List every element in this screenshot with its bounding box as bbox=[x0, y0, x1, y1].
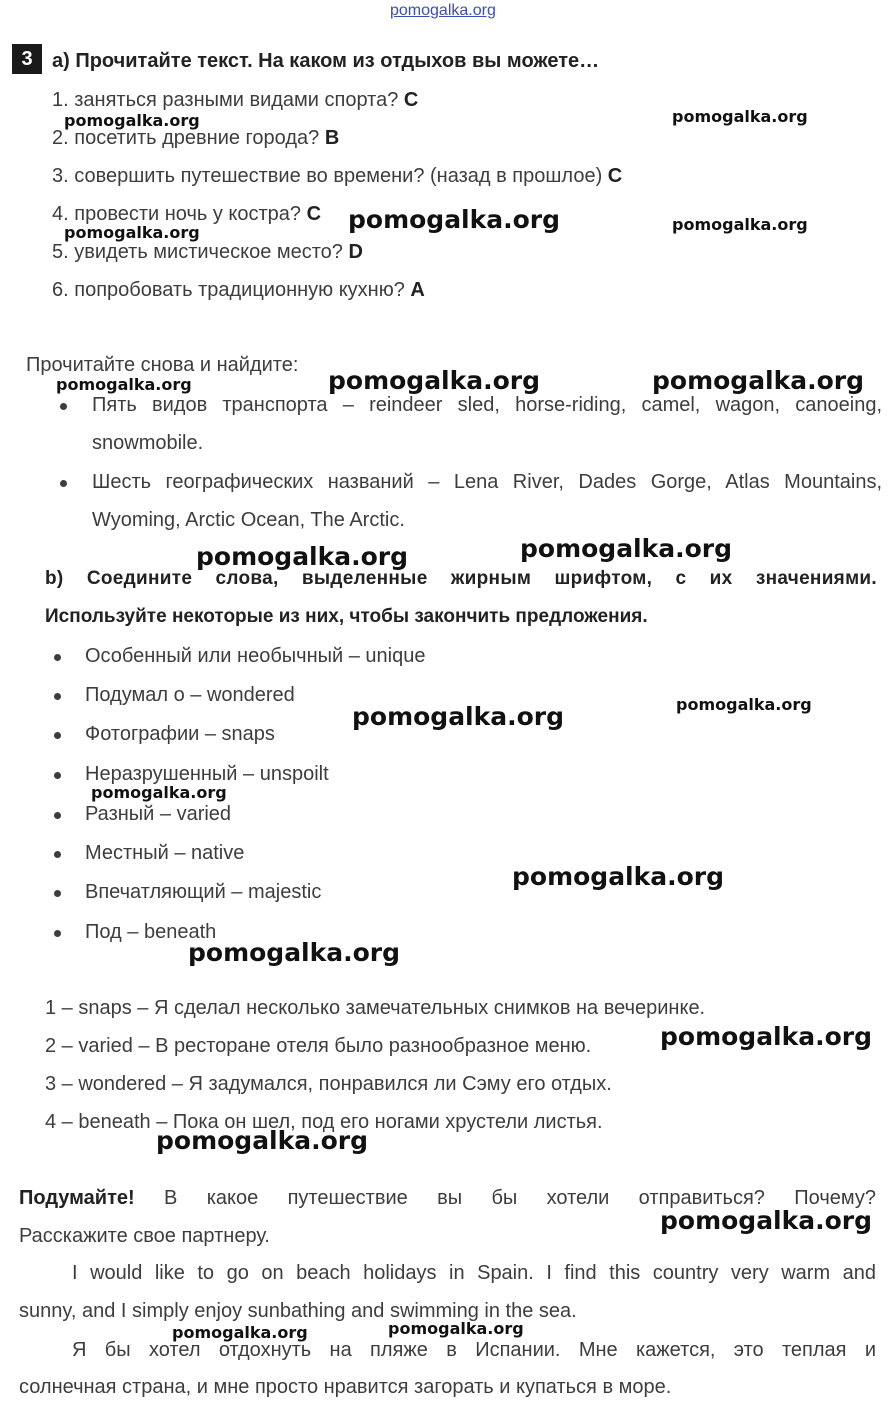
match-item: Впечатляющий – majestic bbox=[85, 881, 322, 903]
answer-ru-line-1: Я бы хотел отдохнуть на пляже в Испании. Мне кажется, это теплая и bbox=[72, 1339, 876, 1361]
bullet bbox=[54, 693, 61, 700]
watermark: pomogalka.org bbox=[672, 107, 808, 126]
bullet bbox=[54, 772, 61, 779]
part-a-heading: a) Прочитайте текст. На каком из отдыхов вы можете… bbox=[52, 50, 600, 72]
question-6: 6. попробовать традиционную кухню? A bbox=[52, 279, 425, 301]
sentence-2: 2 – varied – В ресторане отеля было разнообразное меню. bbox=[45, 1035, 592, 1057]
watermark: pomogalka.org bbox=[676, 695, 812, 714]
transport-line-1: Пять видов транспорта – reindeer sled, horse-riding, camel, wagon, canoeing, bbox=[92, 394, 882, 416]
exercise-number-badge: 3 bbox=[12, 44, 42, 74]
match-item: Под – beneath bbox=[85, 921, 217, 943]
think-question-line-2: Расскажите свое партнеру. bbox=[19, 1225, 270, 1247]
geo-line-1: Шесть географических названий – Lena River, Dades Gorge, Atlas Mountains, bbox=[92, 471, 882, 493]
question-3: 3. совершить путешествие во времени? (назад в прошлое) C bbox=[52, 165, 623, 187]
watermark: pomogalka.org bbox=[172, 1323, 308, 1342]
answer-ru-line-2: солнечная страна, и мне просто нравится загорать и купаться в море. bbox=[19, 1376, 672, 1398]
bullet bbox=[54, 930, 61, 937]
watermark: pomogalka.org bbox=[520, 534, 733, 563]
geo-line-2: Wyoming, Arctic Ocean, The Arctic. bbox=[92, 509, 405, 531]
match-item: Особенный или необычный – unique bbox=[85, 645, 426, 667]
match-item: Разный – varied bbox=[85, 803, 232, 825]
watermark: pomogalka.org bbox=[196, 542, 409, 571]
reread-heading: Прочитайте снова и найдите: bbox=[26, 354, 299, 376]
part-b-heading-line-1: b) Соедините слова, выделенные жирным шрифтом, с их значениями. bbox=[45, 568, 877, 589]
think-question-line-1: Подумайте! В какое путешествие вы бы хотели отправиться? Почему? bbox=[19, 1187, 876, 1209]
sentence-1: 1 – snaps – Я сделал несколько замечательных снимков на вечеринке. bbox=[45, 997, 706, 1019]
sentence-4: 4 – beneath – Пока он шел, под его ногами хрустели листья. bbox=[45, 1111, 603, 1133]
question-1: 1. заняться разными видами спорта? C bbox=[52, 89, 419, 111]
watermark: pomogalka.org bbox=[64, 111, 200, 130]
question-4: 4. провести ночь у костра? C bbox=[52, 203, 322, 225]
match-item: Неразрушенный – unspoilt bbox=[85, 763, 329, 785]
watermark: pomogalka.org bbox=[188, 938, 401, 967]
answer-en-line-1: I would like to go on beach holidays in Spain. I find this country very warm and bbox=[72, 1262, 876, 1284]
watermark: pomogalka.org bbox=[91, 783, 227, 802]
watermark: pomogalka.org bbox=[512, 862, 725, 891]
sentence-3: 3 – wondered – Я задумался, понравился ли Сэму его отдых. bbox=[45, 1073, 612, 1095]
question-2: 2. посетить древние города? B bbox=[52, 127, 340, 149]
part-b-heading-line-2: Используйте некоторые из них, чтобы закончить предложения. bbox=[45, 606, 648, 627]
watermark: pomogalka.org bbox=[352, 702, 565, 731]
bullet bbox=[54, 654, 61, 661]
watermark: pomogalka.org bbox=[660, 1022, 873, 1051]
watermark: pomogalka.org bbox=[672, 215, 808, 234]
transport-line-2: snowmobile. bbox=[92, 432, 204, 454]
watermark: pomogalka.org bbox=[348, 205, 561, 234]
bullet bbox=[54, 732, 61, 739]
watermark: pomogalka.org bbox=[156, 1126, 369, 1155]
watermark: pomogalka.org bbox=[56, 375, 192, 394]
watermark: pomogalka.org bbox=[328, 366, 541, 395]
match-item: Местный – native bbox=[85, 842, 245, 864]
bullet bbox=[60, 480, 67, 487]
think-label: Подумайте! bbox=[19, 1187, 135, 1209]
watermark: pomogalka.org bbox=[64, 223, 200, 242]
bullet bbox=[54, 890, 61, 897]
match-item: Фотографии – snaps bbox=[85, 723, 275, 745]
watermark: pomogalka.org bbox=[660, 1206, 873, 1235]
answer-en-line-2: sunny, and I simply enjoy sunbathing and swimming in the sea. bbox=[19, 1300, 577, 1322]
watermark: pomogalka.org bbox=[388, 1319, 524, 1338]
watermark: pomogalka.org bbox=[652, 366, 865, 395]
match-item: Подумал о – wondered bbox=[85, 684, 295, 706]
bullet bbox=[54, 812, 61, 819]
site-link[interactable]: pomogalka.org bbox=[390, 2, 496, 19]
bullet bbox=[54, 851, 61, 858]
question-5: 5. увидеть мистическое место? D bbox=[52, 241, 363, 263]
bullet bbox=[60, 403, 67, 410]
